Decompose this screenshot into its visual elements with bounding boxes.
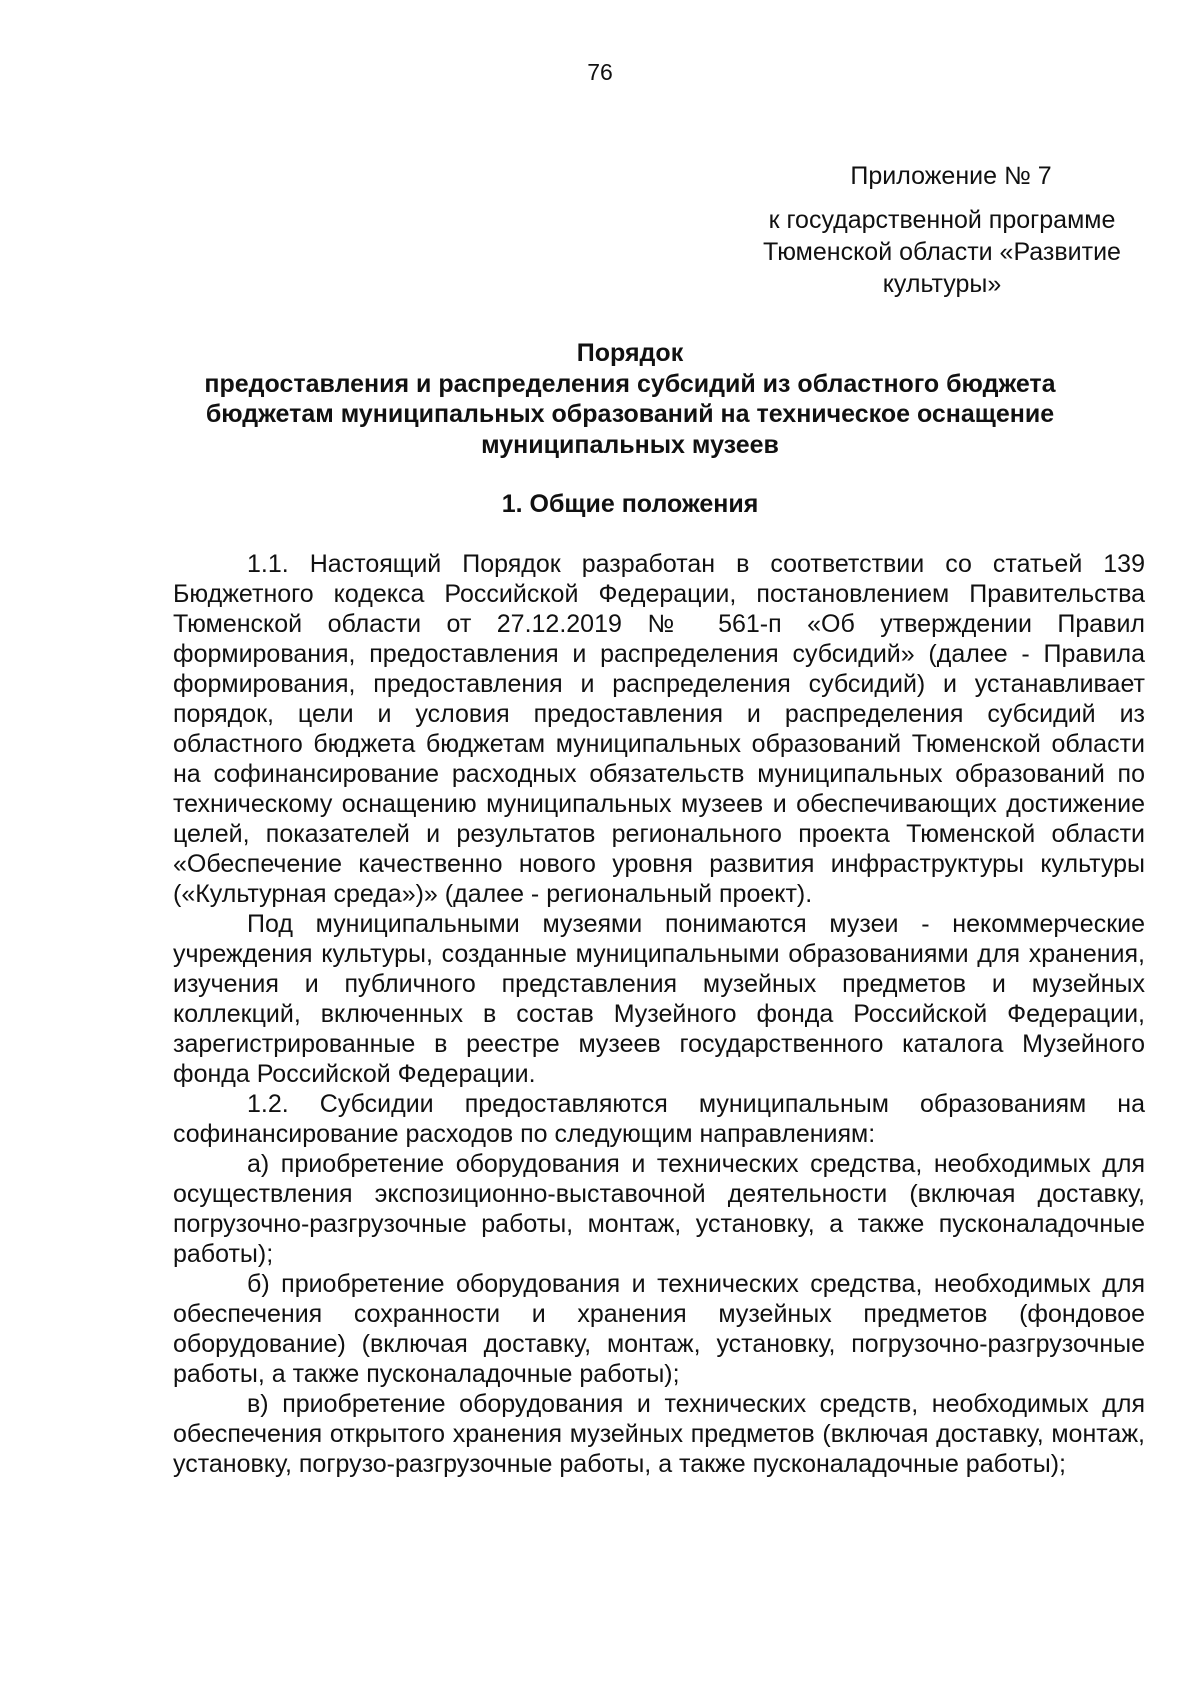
paragraph-item-a: а) приобретение оборудования и технических средства, необходимых для осуществления экспозиционно-выставочной деятельности (включая доставку, погрузочно-разгрузочные работы, монтаж, установку, а также пусконаладочные работы); <box>173 1150 1145 1268</box>
document-title-line: Порядок <box>576 339 684 367</box>
appendix-line: к государственной программе <box>768 206 1116 234</box>
appendix-title: Приложение № 7 <box>850 162 1052 190</box>
paragraph-item-b: б) приобретение оборудования и технических средства, необходимых для обеспечения сохранности и хранения музейных предметов (фондовое оборудование) (включая доставку, монтаж, установку, погрузочно-разгрузочные работы, а также пусконаладочные работы); <box>173 1270 1145 1388</box>
document-title <box>170 338 1090 460</box>
page-number: 76 <box>587 59 613 85</box>
paragraph-1-2: 1.2. Субсидии предоставляются муниципальным образованиям на софинансирование расходов по следующим направлениям: <box>173 1090 1145 1148</box>
paragraph-museums-definition: Под муниципальными музеями понимаются музеи - некоммерческие учреждения культуры, созданные муниципальными образованиями для хранения, изучения и публичного представления музейных предметов и музейных коллекций, включенных в состав Музейного фонда Российской Федерации, зарегистрированные в реестре музеев государственного каталога Музейного фонда Российской Федерации. <box>173 910 1145 1088</box>
appendix-line: Тюменской области «Развитие <box>763 238 1121 266</box>
document-title-line: предоставления и распределения субсидий из областного бюджета <box>204 369 1056 398</box>
document-title-line: бюджетам муниципальных образований на техническое оснащение <box>205 400 1055 428</box>
section-heading: 1. Общие положения <box>501 490 759 518</box>
body-text <box>173 549 1145 1479</box>
paragraph-1-1: 1.1. Настоящий Порядок разработан в соответствии со статьей 139 Бюджетного кодекса Российской Федерации, постановлением Правительства Тюменской области от 27.12.2019 № 561-п «Об утверждении Правил формирования, предоставления и распределения субсидий» (далее - Правила формирования, предоставления и распределения субсидий) и устанавливает порядок, цели и условия предоставления и распределения субсидий из областного бюджета бюджетам муниципальных образований Тюменской области на софинансирование расходных обязательств муниципальных образований по техническому оснащению муниципальных музеев и обеспечивающих достижение целей, показателей и результатов регионального проекта Тюменской области «Обеспечение качественно нового уровня развития инфраструктуры культуры («Культурная среда»)» (далее - региональный проект). <box>173 550 1145 908</box>
document-title-line: муниципальных музеев <box>481 430 779 459</box>
appendix-block <box>752 160 1132 300</box>
appendix-line: культуры» <box>882 270 1002 298</box>
paragraph-item-v: в) приобретение оборудования и технических средств, необходимых для обеспечения открытого хранения музейных предметов (включая доставку, монтаж, установку, погрузо-разгрузочные работы, а также пусконаладочные работы); <box>173 1390 1145 1478</box>
